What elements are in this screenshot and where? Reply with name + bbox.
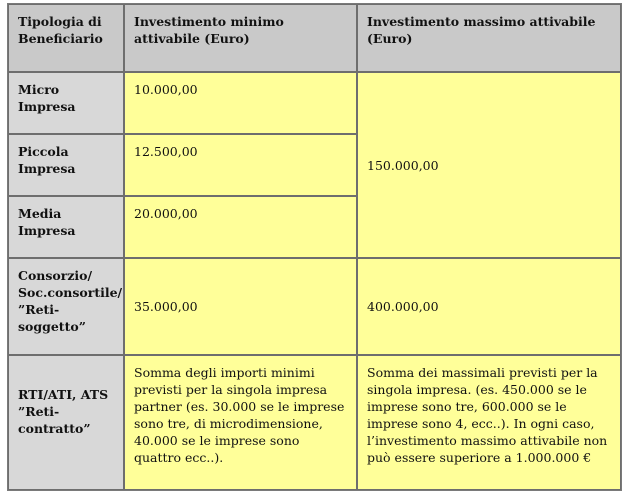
table-row <box>8 258 621 355</box>
investment-table <box>7 3 622 491</box>
min-value-micro: 10.000,00 <box>124 72 357 134</box>
max-value-rti: Somma dei massimali previsti per la singola impresa. (es. 450.000 se le imprese sono tre, 600.000 se le imprese sono 4, ecc..). In ogni caso, l’investimento massimo attivabile non può essere superiore a 1.000.000 € <box>357 355 621 490</box>
row-label-consorzio: Consorzio/ Soc.consortile/ ”Reti-soggetto” <box>8 258 124 355</box>
header-beneficiary: Tipologia di Beneficiario <box>8 4 124 72</box>
max-value-micro-piccola-media: 150.000,00 <box>357 72 621 258</box>
header-min-investment: Investimento minimo attivabile (Euro) <box>124 4 357 72</box>
row-label-rti: RTI/ATI, ATS ”Reti-contratto” <box>8 355 124 490</box>
max-value-consorzio: 400.000,00 <box>357 258 621 355</box>
min-value-consorzio: 35.000,00 <box>124 258 357 355</box>
header-max-investment: Investimento massimo attivabile (Euro) <box>357 4 621 72</box>
table-header-row <box>8 4 621 72</box>
min-value-media: 20.000,00 <box>124 196 357 258</box>
row-label-micro: Micro Impresa <box>8 72 124 134</box>
table-row <box>8 355 621 490</box>
min-value-rti: Somma degli importi minimi previsti per la singola impresa partner (es. 30.000 se le imprese sono tre, di microdimensione, 40.000 se le imprese sono quattro ecc..). <box>124 355 357 490</box>
table-row <box>8 72 621 134</box>
row-label-media: Media Impresa <box>8 196 124 258</box>
row-label-piccola: Piccola Impresa <box>8 134 124 196</box>
min-value-piccola: 12.500,00 <box>124 134 357 196</box>
